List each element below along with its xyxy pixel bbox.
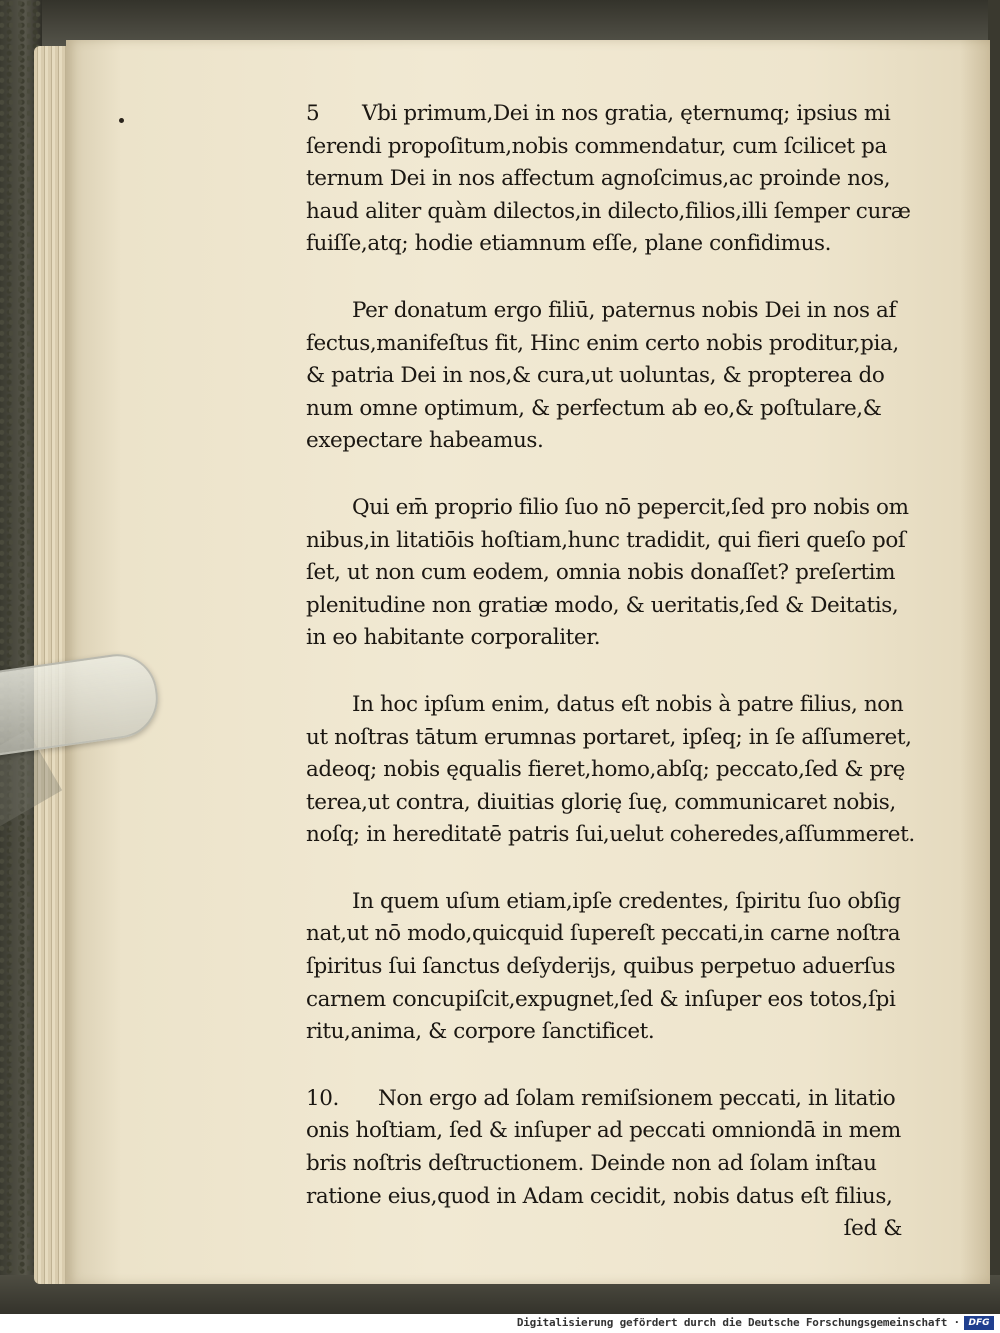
text-block bbox=[306, 98, 915, 1246]
text-line: onis hoſtiam, ſed & inſuper ad peccati omniondā in mem bbox=[306, 1118, 901, 1144]
text-line: haud aliter quàm dilectos,in dilecto,filios,illi ſemper curæ bbox=[306, 198, 911, 224]
margin-dot bbox=[119, 118, 124, 123]
text-line: fectus,manifeſtus fit, Hinc enim certo nobis proditur,pia, bbox=[306, 330, 899, 356]
dfg-logo-icon: DFG bbox=[964, 1316, 994, 1330]
text-line: ſerendi propoſitum,nobis commendatur, cum ſcilicet pa bbox=[306, 133, 887, 159]
paragraph-1 bbox=[306, 98, 911, 261]
text-line: ut noſtras tātum erumnas portaret, ipſeq; in ſe aſſumeret, bbox=[306, 724, 912, 750]
paragraph-4 bbox=[306, 689, 915, 852]
text-line: exepectare habeamus. bbox=[306, 428, 544, 454]
text-line: ratione eius,quod in Adam cecidit, nobis datus eſt filius, bbox=[306, 1183, 893, 1209]
text-line: & patria Dei in nos,& cura,ut uoluntas, & propterea do bbox=[306, 363, 885, 389]
text-line: in eo habitante corporaliter. bbox=[306, 625, 601, 651]
paragraph-6 bbox=[306, 1083, 906, 1246]
text-line: bris noſtris deſtructionem. Deinde non ad ſolam inſtau bbox=[306, 1151, 877, 1177]
paragraph-5 bbox=[306, 886, 906, 1049]
text-line: ſpiritus ſui ſanctus deſyderijs, quibus perpetuo aduerſus bbox=[306, 954, 896, 980]
page-stain bbox=[960, 40, 990, 1284]
funding-credit: Digitalisierung gefördert durch die Deutsche Forschungsgemeinschaft · bbox=[516, 1316, 960, 1329]
text-line: fuiſſe,atq; hodie etiamnum eſſe, plane confidimus. bbox=[306, 231, 832, 257]
text-line: Qui em̄ proprio filio ſuo nō pepercit,ſed pro nobis om bbox=[352, 494, 909, 520]
text-line: adeoq; nobis ęqualis fieret,homo,abſq; peccato,ſed & prę bbox=[306, 757, 905, 783]
text-line: ternum Dei in nos affectum agnoſcimus,ac proinde nos, bbox=[306, 166, 891, 192]
text-line: plenitudine non gratiæ modo, & ueritatis,ſed & Deitatis, bbox=[306, 592, 899, 618]
text-line: In quem uſum etiam,ipſe credentes, ſpiritu ſuo obſig bbox=[352, 888, 901, 914]
text-line: terea,ut contra, diuitias glorię ſuę, communicaret nobis, bbox=[306, 789, 896, 815]
text-line: carnem concupiſcit,expugnet,ſed & inſuper eos totos,ſpi bbox=[306, 986, 896, 1012]
text-line: noſq; in hereditatē patris ſui,uelut coheredes,aſſummeret. bbox=[306, 822, 915, 848]
paragraph-2 bbox=[306, 295, 906, 458]
text-line: nibus,in litatiōis hoſtiam,hunc tradidit, qui fieri queſo poſ bbox=[306, 527, 906, 553]
paragraph-marker: 5 bbox=[306, 101, 320, 126]
text-line: ſet, ut non cum eodem, omnia nobis donaſſet? preſertim bbox=[306, 560, 896, 586]
text-line: 5 Vbi primum,Dei in nos gratia, ęternumq; ipsius mi bbox=[306, 98, 906, 131]
catchword: ſed & bbox=[843, 1216, 902, 1242]
text-line: Per donatum ergo filiū, paternus nobis Dei in nos af bbox=[352, 297, 897, 323]
text-line: In hoc ipſum enim, datus eſt nobis à patre filius, non bbox=[352, 691, 904, 717]
text-line: num omne optimum, & perfectum ab eo,& poſtulare,& bbox=[306, 395, 882, 421]
text-line: nat,ut nō modo,quicquid ſupereſt peccati,in carne noſtra bbox=[306, 921, 901, 947]
text-line: ritu,anima, & corpore ſanctificet. bbox=[306, 1019, 655, 1045]
text-line: 10. Non ergo ad ſolam remiſsionem peccati, in litatio bbox=[306, 1083, 906, 1116]
paragraph-marker: 10. bbox=[306, 1085, 339, 1111]
paragraph-3 bbox=[306, 492, 909, 655]
